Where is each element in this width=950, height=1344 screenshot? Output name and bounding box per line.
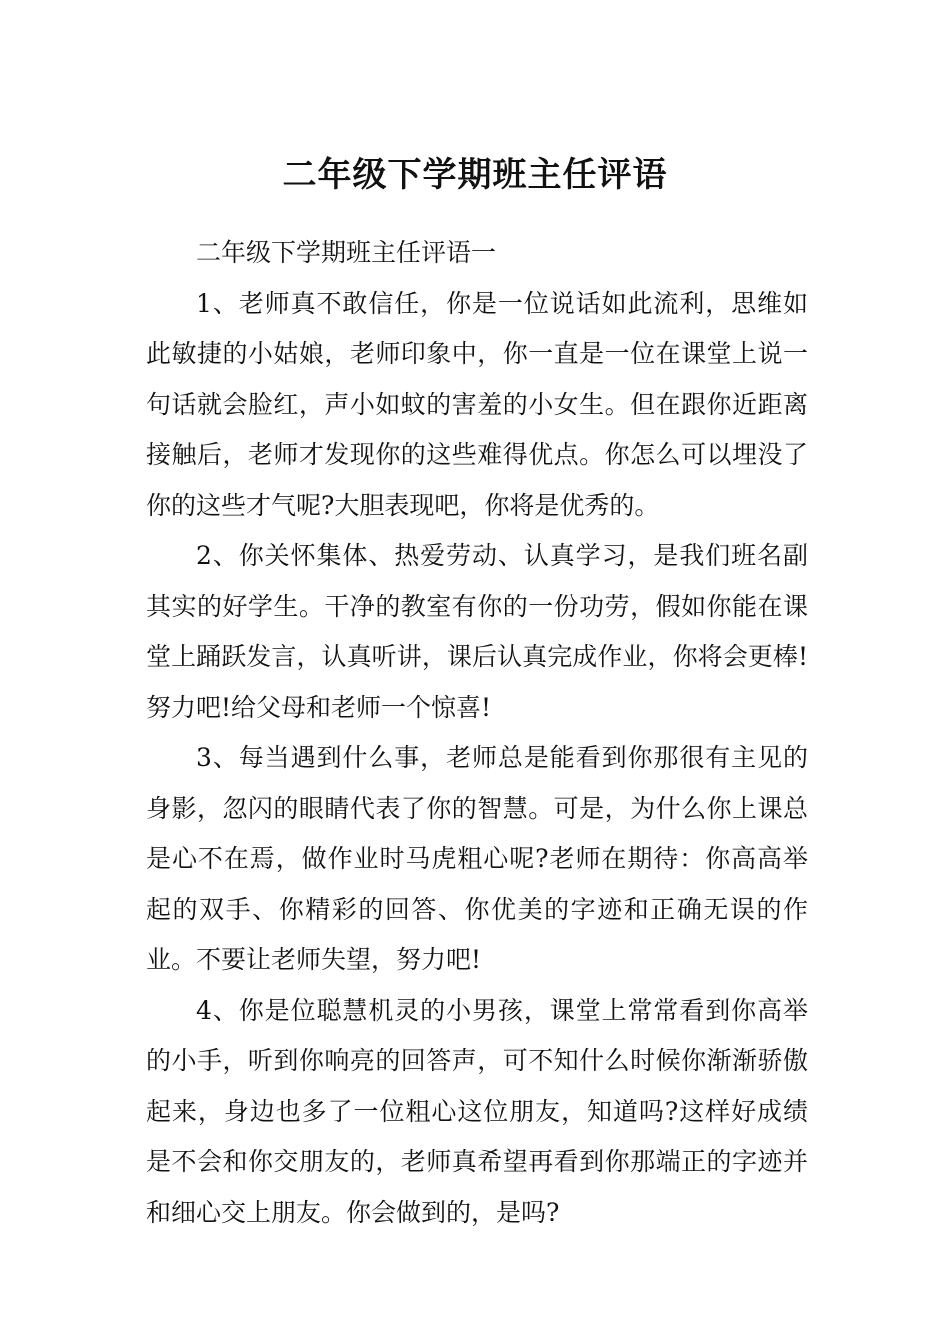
comment-paragraph-2: 2、你关怀集体、热爱劳动、认真学习，是我们班名副其实的好学生。干净的教室有你的一份功劳，假如你能在课堂上踊跃发言，认真听讲，课后认真完成作业，你将会更棒!努力吧!给父母和老师一个惊喜! xyxy=(146,541,808,722)
comment-paragraph-4: 4、你是位聪慧机灵的小男孩，课堂上常常看到你高举的小手，听到你响亮的回答声，可不知什么时候你渐渐骄傲起来，身边也多了一位粗心这位朋友，知道吗?这样好成绩是不会和你交朋友的，老师真希望再看到你那端正的字迹并和细心交上朋友。你会做到的，是吗? xyxy=(146,995,808,1227)
section-heading: 二年级下学期班主任评语一 xyxy=(196,238,497,267)
document-body xyxy=(146,228,808,1238)
comment-paragraph-1: 1、老师真不敢信任，你是一位说话如此流利，思维如此敏捷的小姑娘，老师印象中，你一直是一位在课堂上说一句话就会脸红，声小如蚊的害羞的小女生。但在跟你近距离接触后，老师才发现你的这些难得优点。你怎么可以埋没了你的这些才气呢?大胆表现吧，你将是优秀的。 xyxy=(146,288,808,520)
page-title: 二年级下学期班主任评语 xyxy=(282,154,668,195)
comment-paragraph-3: 3、每当遇到什么事，老师总是能看到你那很有主见的身影，忽闪的眼睛代表了你的智慧。可是，为什么你上课总是心不在焉，做作业时马虎粗心呢?老师在期待：你高高举起的双手、你精彩的回答、你优美的字迹和正确无误的作业。不要让老师失望，努力吧! xyxy=(146,743,808,974)
